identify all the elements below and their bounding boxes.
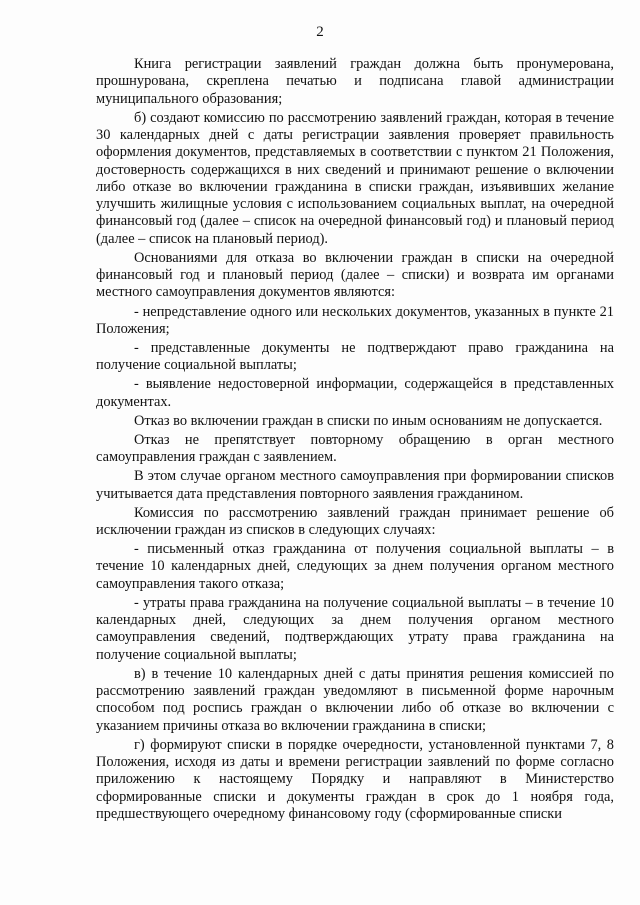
page-number: 2 [316, 24, 324, 40]
paragraph-item-v: в) в течение 10 календарных дней с даты принятия решения комиссией по рассмотрению заявлений граждан уведомляют в письменной форме нарочным способом под роспись граждан о включении либо об отказе во включении с указанием причины отказа во включении гражданина в списки; [96, 665, 614, 734]
paragraph-no-other-grounds: Отказ во включении граждан в списки по иным основаниям не допускается. [134, 412, 603, 429]
paragraph-item-g: г) формируют списки в порядке очередности, установленной пунктами 7, 8 Положения, исходя из даты и времени регистрации заявлений по форме согласно приложению к настоящему Порядку и направляют в Министерство сформированные списки и документы граждан в срок до 1 ноября года, предшествующего очередному финансовому году (сформированные списки [96, 736, 614, 822]
body-text [96, 56, 614, 823]
list-item-written-refusal: - письменный отказ гражданина от получения социальной выплаты – в течение 10 календарных дней, следующих за днем получения органом местного самоуправления такого отказа; [96, 540, 614, 592]
paragraph-item-b: б) создают комиссию по рассмотрению заявлений граждан, которая в течение 30 календарных дней с даты регистрации заявления проверяет правильность оформления документов, представляемых в соответствии с пунктом 21 Положения, достоверность содержащихся в них сведений и принимают решение о включении либо отказе во включении гражданина в списки граждан, изъявивших желание улучшить жилищные условия с использованием социальных выплат, на очередной финансовый год (далее – список на очередной финансовый год) и плановый период (далее – список на плановый период). [96, 109, 614, 247]
paragraph-register-book: Книга регистрации заявлений граждан должна быть пронумерована, прошнурована, скреплена печатью и подписана главой администрации муниципального образования; [96, 56, 614, 107]
paragraph-reapplication: Отказ не препятствует повторному обращению в орган местного самоуправления граждан с заявлением. [96, 431, 614, 466]
list-item-loss-of-right: - утраты права гражданина на получение социальной выплаты – в течение 10 календарных дней, следующих за днем получения органом местного самоуправления сведений, подтверждающих утрату права гражданина на получение социальной выплаты; [96, 594, 614, 663]
list-item-not-confirming: - представленные документы не подтверждают право гражданина на получение социальной выплаты; [96, 339, 614, 374]
paragraph-refusal-grounds: Основаниями для отказа во включении граждан в списки на очередной финансовый год и плановый период (далее – списки) и возврата им органами местного самоуправления документов являются: [96, 249, 614, 301]
paragraph-exclusion-cases: Комиссия по рассмотрению заявлений граждан принимает решение об исключении граждан из списков в следующих случаях: [96, 504, 614, 538]
list-item-non-submission: - непредставление одного или нескольких документов, указанных в пункте 21 Положения; [96, 303, 614, 337]
paragraph-reapplication-date: В этом случае органом местного самоуправления при формировании списков учитывается дата представления повторного заявления гражданином. [96, 468, 614, 502]
list-item-false-info: - выявление недостоверной информации, содержащейся в представленных документах. [96, 376, 614, 410]
